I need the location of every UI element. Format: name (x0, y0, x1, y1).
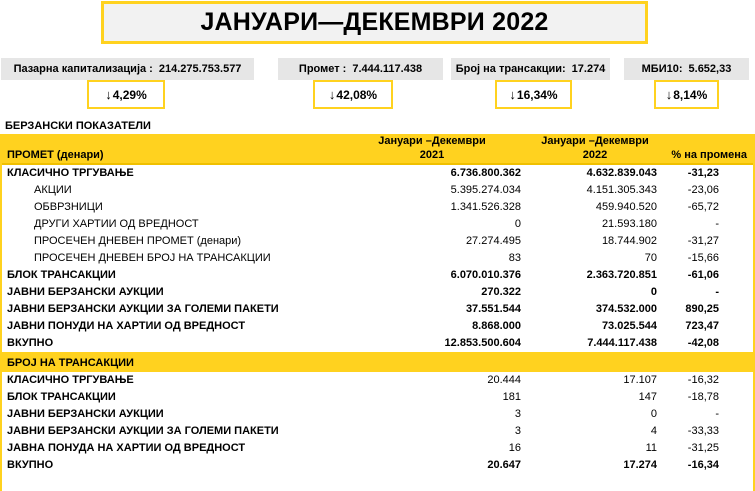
table-row (2, 372, 753, 389)
table-row (2, 233, 753, 250)
table-row (2, 250, 753, 267)
row-value-2022: 17.274 (623, 459, 657, 471)
row-label: КЛАСИЧНО ТРГУВАЊЕ (7, 374, 134, 386)
row-pct-change: -61,06 (687, 269, 719, 281)
row-label: ЈАВНИ БЕРЗАНСКИ АУКЦИИ ЗА ГОЛЕМИ ПАКЕТИ (7, 303, 279, 315)
table-row (2, 440, 753, 457)
row-value-2021: 83 (508, 252, 521, 264)
row-value-2021: 0 (514, 218, 521, 230)
row-value-2022: 147 (638, 391, 657, 403)
table-row (2, 335, 753, 354)
stat-label: Број на трансакции: (455, 63, 566, 75)
row-value-2021: 20.444 (487, 374, 521, 386)
change-value: 42,08% (336, 87, 378, 102)
header-2021 (337, 134, 527, 164)
row-pct-change: -42,08 (663, 335, 753, 354)
row-label: ВКУПНО (2, 335, 337, 354)
row-value-2022: 2.363.720.851 (586, 269, 657, 281)
row-pct-change: - (715, 408, 719, 420)
row-value-2021: 5.395.274.034 (450, 184, 521, 196)
row-value-2021: 181 (502, 391, 521, 403)
row-value-2022: 4.151.305.343 (586, 184, 657, 196)
stat-value: 7.444.117.438 (352, 63, 423, 75)
row-value-2021: 37.551.544 (465, 303, 521, 315)
header-2022-line2: 2022 (582, 149, 608, 161)
row-label: ПРОСЕЧЕН ДНЕВЕН ПРОМЕТ (денари) (34, 235, 242, 247)
row-label: ВКУПНО (7, 459, 54, 471)
row-value-2022: 4.632.839.043 (527, 164, 663, 182)
row-value-2021: 12.853.500.604 (337, 335, 527, 354)
page-title: ЈАНУАРИ—ДЕКЕМВРИ 2022 (200, 8, 549, 36)
row-pct-change: 723,47 (685, 320, 719, 332)
row-label: ОБВРЗНИЦИ (34, 201, 103, 213)
header-2022-line1: Јануари –Декември (541, 135, 649, 147)
row-label: ДРУГИ ХАРТИИ ОД ВРЕДНОСТ (34, 218, 199, 230)
stat-mbi10 (624, 58, 749, 80)
indicators-table (0, 134, 755, 491)
row-value-2022: 374.532.000 (595, 303, 657, 315)
row-value-2022: 7.444.117.438 (527, 335, 663, 354)
row-value-2021: 8.868.000 (472, 320, 521, 332)
row-pct-change: -65,72 (687, 201, 719, 213)
change-value: 16,34% (516, 87, 558, 102)
stat-value: 5.652,33 (688, 63, 732, 75)
transactions-section-row (2, 354, 753, 373)
header-label: ПРОМЕТ (денари) (2, 134, 337, 164)
stat-label: Пазарна капитализација : (13, 63, 153, 75)
row-value-2022: 459.940.520 (595, 201, 657, 213)
row-pct-change: -31,27 (687, 235, 719, 247)
row-pct-change: -31,25 (687, 442, 719, 454)
row-pct-change: 890,25 (685, 303, 719, 315)
table-row (2, 216, 753, 233)
stat-transactions (451, 58, 610, 80)
header-2021-line1: Јануари –Декември (378, 135, 486, 147)
row-value-2021: 16 (508, 442, 521, 454)
table-row (2, 457, 753, 474)
header-2021-line2: 2021 (419, 149, 445, 161)
transactions-section-label: БРОЈ НА ТРАНСАКЦИИ (2, 354, 337, 373)
change-turnover (313, 80, 393, 109)
arrow-down-icon: ↓ (105, 87, 112, 102)
table-row (2, 318, 753, 335)
row-value-2021: 3 (514, 408, 521, 420)
row-pct-change: -16,32 (687, 374, 719, 386)
row-pct-change: -15,66 (687, 252, 719, 264)
section-caption: БЕРЗАНСКИ ПОКАЗАТЕЛИ (5, 120, 151, 132)
row-pct-change: - (715, 286, 719, 298)
stat-turnover (278, 58, 443, 80)
row-label: АКЦИИ (34, 184, 72, 196)
change-market-cap (87, 80, 165, 109)
row-label: БЛОК ТРАНСАКЦИИ (7, 391, 116, 403)
row-label: БЛОК ТРАНСАКЦИИ (7, 269, 116, 281)
row-value-2021: 6.736.800.362 (337, 164, 527, 182)
row-label: ЈАВНИ ПОНУДИ НА ХАРТИИ ОД ВРЕДНОСТ (7, 320, 246, 332)
row-value-2022: 11 (645, 442, 657, 454)
row-value-2021: 3 (514, 425, 521, 437)
stat-label: МБИ10: (641, 63, 683, 75)
row-label: ЈАВНА ПОНУДА НА ХАРТИИ ОД ВРЕДНОСТ (7, 442, 246, 454)
table-row (2, 267, 753, 284)
row-value-2022: 21.593.180 (601, 218, 657, 230)
row-value-2021: 20.647 (487, 459, 521, 471)
table-row (2, 389, 753, 406)
change-mbi10 (654, 80, 719, 109)
row-pct-change: -18,78 (687, 391, 719, 403)
row-value-2022: 73.025.544 (601, 320, 657, 332)
stat-value: 214.275.753.577 (158, 63, 242, 75)
row-label: ЈАВНИ БЕРЗАНСКИ АУКЦИИ (7, 408, 164, 420)
stat-value: 17.274 (571, 63, 606, 75)
change-value: 8,14% (673, 87, 708, 102)
row-value-2021: 6.070.010.376 (450, 269, 521, 281)
row-value-2021: 1.341.526.328 (450, 201, 521, 213)
arrow-down-icon: ↓ (665, 87, 673, 102)
row-value-2022: 0 (650, 408, 657, 420)
table-row (2, 182, 753, 199)
row-value-2022: 4 (650, 425, 657, 437)
table-row (2, 284, 753, 301)
row-label: КЛАСИЧНО ТРГУВАЊЕ (2, 164, 337, 182)
table-header-row (2, 134, 753, 164)
row-value-2022: 0 (650, 286, 657, 298)
stat-label: Промет : (298, 63, 347, 75)
table-row (2, 301, 753, 318)
header-pct: % на промена (663, 134, 753, 164)
row-value-2021: 270.322 (481, 286, 521, 298)
title-banner (101, 1, 648, 44)
row-value-2022: 17.107 (623, 374, 657, 386)
table-row (2, 199, 753, 216)
row-label: ЈАВНИ БЕРЗАНСКИ АУКЦИИ (7, 286, 164, 298)
row-label: ЈАВНИ БЕРЗАНСКИ АУКЦИИ ЗА ГОЛЕМИ ПАКЕТИ (7, 425, 279, 437)
change-transactions (495, 80, 572, 109)
row-pct-change: - (715, 218, 719, 230)
row-value-2022: 18.744.902 (601, 235, 657, 247)
table-row (2, 164, 753, 182)
row-pct-change: -16,34 (687, 459, 719, 471)
row-pct-change: -31,23 (663, 164, 753, 182)
row-pct-change: -33,33 (687, 425, 719, 437)
header-2022 (527, 134, 663, 164)
arrow-down-icon: ↓ (328, 87, 336, 102)
row-pct-change: -23,06 (687, 184, 719, 196)
stat-market-cap (1, 58, 254, 80)
row-value-2021: 27.274.495 (465, 235, 521, 247)
table-row (2, 406, 753, 423)
change-value: 4,29% (112, 87, 147, 102)
table-row (2, 423, 753, 440)
row-label: ПРОСЕЧЕН ДНЕВЕН БРОЈ НА ТРАНСАКЦИИ (34, 252, 271, 264)
arrow-down-icon: ↓ (509, 87, 516, 102)
row-value-2022: 70 (644, 252, 657, 264)
